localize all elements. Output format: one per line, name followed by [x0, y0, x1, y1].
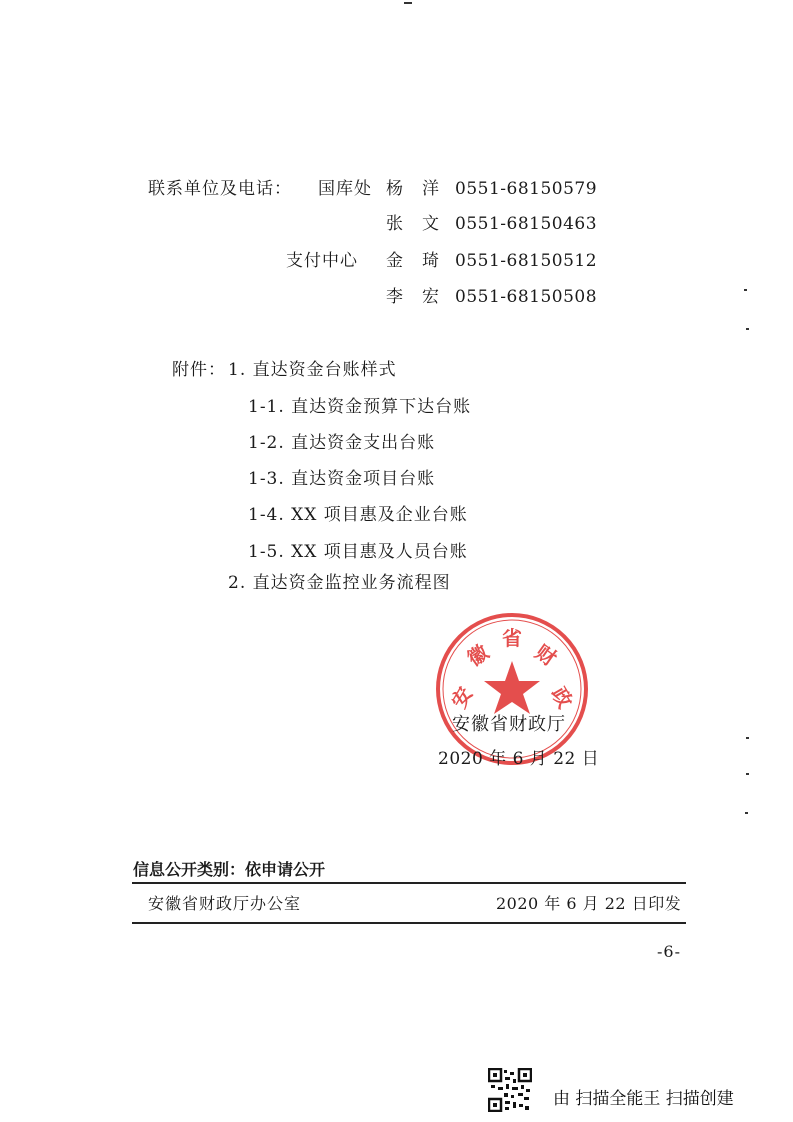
page-number: -6-	[657, 942, 681, 961]
issuer-name: 安徽省财政厅	[452, 714, 566, 735]
contact-phone: 0551-68150508	[455, 287, 598, 307]
svg-text:安: 安	[446, 682, 478, 713]
attachment-item: 1-5. XX 项目惠及人员台账	[248, 542, 468, 562]
attachment-item: 1-3. 直达资金项目台账	[248, 469, 436, 489]
contact-unit: 支付中心	[286, 251, 358, 271]
qr-code-icon	[488, 1068, 532, 1112]
contact-name: 杨 洋	[386, 179, 440, 199]
svg-text:政: 政	[546, 682, 578, 713]
contact-phone: 0551-68150579	[455, 179, 598, 199]
contact-name: 李 宏	[386, 287, 440, 307]
official-seal	[432, 609, 592, 769]
scan-speck	[745, 812, 748, 814]
contact-phone: 0551-68150512	[455, 251, 598, 271]
svg-text:省: 省	[502, 626, 522, 650]
print-office: 安徽省财政厅办公室	[148, 894, 302, 913]
contact-name: 张 文	[386, 214, 440, 234]
scan-speck	[746, 328, 749, 330]
contact-phone: 0551-68150463	[455, 214, 598, 234]
scan-speck	[746, 737, 749, 739]
attachment-item: 1-2. 直达资金支出台账	[248, 433, 436, 453]
contact-name: 金 琦	[386, 251, 440, 271]
attachments-label: 附件：	[172, 360, 226, 380]
issue-date: 2020 年 6 月 22 日	[438, 749, 600, 769]
contacts-label: 联系单位及电话：	[148, 179, 292, 199]
attachment-item: 1. 直达资金台账样式	[228, 360, 397, 380]
svg-text:财: 财	[530, 639, 562, 671]
scan-speck	[746, 773, 749, 775]
contact-unit: 国库处	[318, 179, 372, 199]
scan-speck	[404, 2, 412, 4]
attachment-item: 1-4. XX 项目惠及企业台账	[248, 505, 468, 525]
svg-text:徽: 徽	[462, 639, 494, 671]
print-date: 2020 年 6 月 22 日印发	[496, 894, 682, 913]
top-rule	[132, 882, 686, 884]
disclosure-label: 信息公开类别：	[133, 860, 246, 879]
scan-speck	[744, 289, 747, 291]
attachment-item: 1-1. 直达资金预算下达台账	[248, 397, 472, 417]
disclosure-value: 依申请公开	[245, 860, 326, 879]
scanner-watermark: 由 扫描全能王 扫描创建	[553, 1089, 734, 1109]
attachment-item: 2. 直达资金监控业务流程图	[228, 573, 451, 593]
bottom-rule	[132, 922, 686, 924]
